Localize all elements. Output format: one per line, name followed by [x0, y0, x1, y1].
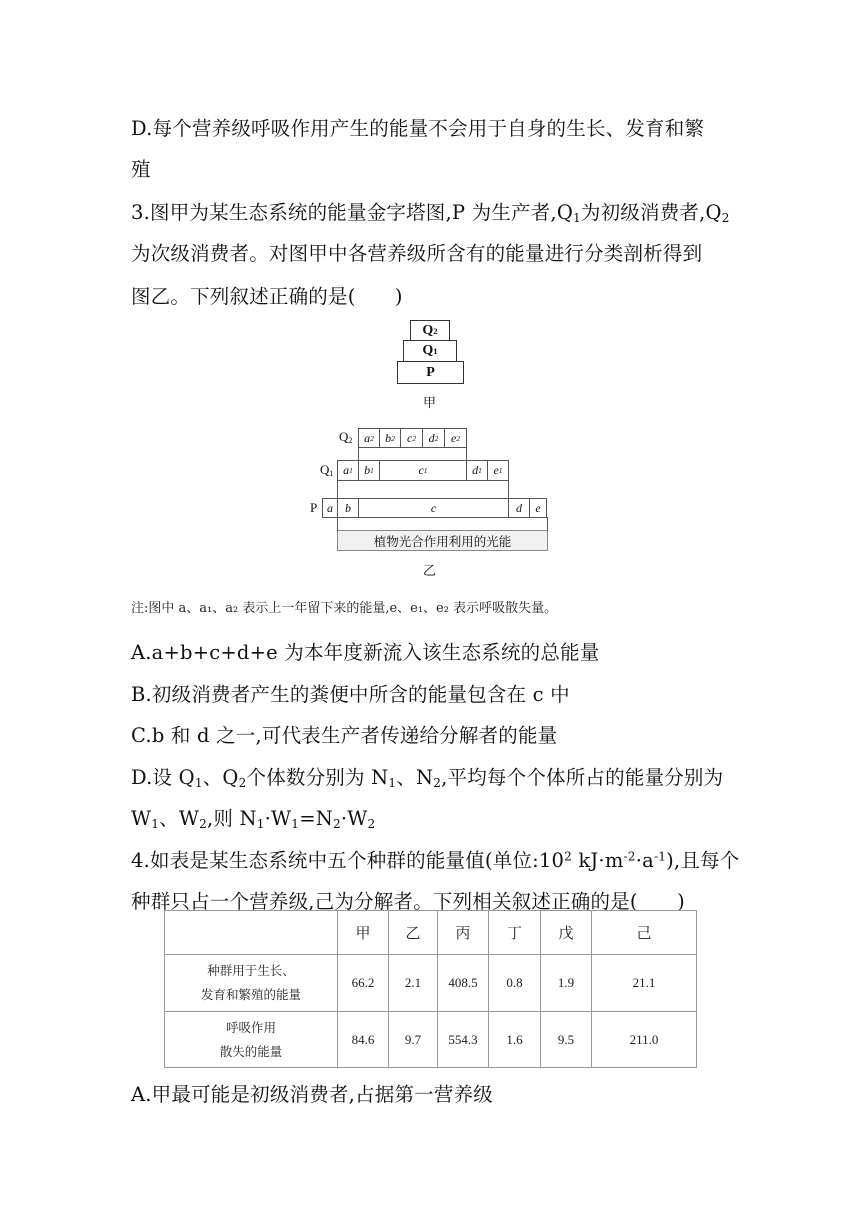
- question3-line3: 图乙。下列叙述正确的是( ): [131, 285, 403, 308]
- p-cell-a: a: [322, 498, 338, 518]
- p-cell-d: d: [508, 498, 530, 518]
- pyramid-p: [397, 361, 464, 384]
- pyramid-q2-label: Q: [422, 322, 434, 338]
- table-header-cell: 丁: [489, 911, 541, 955]
- q3-option-c: C.b 和 d 之一,可代表生产者传递给分解者的能量: [131, 724, 558, 747]
- question3-line2: 为次级消费者。对图甲中各营养级所含有的能量进行分类剖析得到: [131, 242, 703, 265]
- q2-cell-d: d 2: [422, 428, 445, 448]
- row-label-p: P: [310, 500, 318, 515]
- option-d-line1: D.每个营养级呼吸作用产生的能量不会用于自身的生长、发育和繁: [131, 117, 705, 140]
- table-cell: 1.9: [541, 955, 592, 1012]
- energy-table: [164, 910, 697, 1068]
- q3-option-d-line2: $W_1$、$W_2$,则 $N_1\cdot W_1=N_2\cdot W_2$: [131, 807, 376, 832]
- table-header-cell: 乙: [389, 911, 438, 955]
- connector-line: [547, 517, 548, 531]
- q1-cell-a: a 1: [337, 460, 359, 481]
- table-cell: 1.6: [489, 1012, 541, 1068]
- q2-cell-e: e 2: [444, 428, 467, 448]
- q3-sub-1: 1: [573, 211, 581, 226]
- question4-line2: 种群只占一个营养级,己为分解者。下列相关叙述正确的是( ): [131, 890, 685, 913]
- pyramid-q1-label: Q: [422, 343, 434, 358]
- p-cell-b: b: [337, 498, 359, 518]
- q2-cell-c: c 2: [400, 428, 423, 448]
- table-row: [165, 1012, 697, 1068]
- pyramid-q1-sub: 1: [433, 346, 438, 356]
- table-cell: 0.8: [489, 955, 541, 1012]
- row-label-q1: [320, 462, 333, 478]
- table-header-cell: 戊: [541, 911, 592, 955]
- row-q1-sub: 1: [329, 469, 334, 478]
- table-header-row: [165, 911, 697, 955]
- row-q2-sub: 2: [348, 436, 353, 445]
- q3-text-c: 为初级消费者,Q: [580, 201, 722, 224]
- question3-line1: [131, 197, 730, 225]
- table-cell: 554.3: [438, 1012, 489, 1068]
- q3-option-d-line1: D.设 $Q_1$、$Q_2$个体数分别为 $N_1$、$N_2$,平均每个个体所占的能量分别为: [131, 766, 724, 791]
- connector-line: [508, 480, 509, 499]
- connector-line: [337, 480, 338, 499]
- pyramid-q2-sub: 2: [433, 325, 438, 336]
- table-cell: 66.2: [338, 955, 389, 1012]
- q3-text-a: 3.图甲为某生态系统的能量金字塔图,P 为生产者,Q: [131, 201, 574, 224]
- p-cell-e: e: [529, 498, 547, 518]
- figure-note: 注:图中 a、a₁、a₂ 表示上一年留下来的能量,e、e₁、e₂ 表示呼吸散失量。: [131, 601, 558, 616]
- q3-option-a: A.a+b+c+d+e 为本年度新流入该生态系统的总能量: [131, 641, 600, 664]
- table-header-cell: [165, 911, 338, 955]
- table-cell: 84.6: [338, 1012, 389, 1068]
- connector-line: [337, 517, 338, 531]
- table-cell: 211.0: [592, 1012, 697, 1068]
- q2-cell-a: a 2: [358, 428, 380, 448]
- row-q2-text: Q: [339, 429, 349, 444]
- row-label: 呼吸作用 散失的能量: [165, 1012, 338, 1068]
- q1-cell-e: e 1: [487, 460, 509, 481]
- table-header-cell: 丙: [438, 911, 489, 955]
- pyramid-q1: [403, 340, 457, 362]
- q1-cell-d: d 1: [466, 460, 488, 481]
- connector-line: [466, 447, 467, 461]
- q2-cell-b: b 2: [379, 428, 401, 448]
- table-cell: 9.7: [389, 1012, 438, 1068]
- pyramid-p-label: P: [426, 364, 435, 380]
- table-row: [165, 955, 697, 1012]
- table-cell: 21.1: [592, 955, 697, 1012]
- pyramid-q2: [410, 320, 450, 341]
- table-cell: 9.5: [541, 1012, 592, 1068]
- figure-jia-caption: 甲: [423, 396, 437, 411]
- table-cell: 2.1: [389, 955, 438, 1012]
- question4-line1: 4.如表是某生态系统中五个种群的能量值(单位$:10^2$ $kJ\cdot m^{-2}\cdot a^{-1}$),且每个: [131, 849, 740, 872]
- table-header-cell: 甲: [338, 911, 389, 955]
- p-cell-c: c: [358, 498, 509, 518]
- question4-option-a: A.甲最可能是初级消费者,占据第一营养级: [131, 1083, 493, 1106]
- connector-line: [358, 447, 359, 461]
- q3-sub-2: 2: [721, 211, 730, 226]
- q1-cell-c: c 1: [379, 460, 467, 481]
- table-cell: 408.5: [438, 955, 489, 1012]
- light-energy-box: 植物光合作用利用的光能: [337, 530, 548, 551]
- q1-cell-b: b 1: [358, 460, 380, 481]
- q3-option-b: B.初级消费者产生的粪便中所含的能量包含在 c 中: [131, 683, 570, 706]
- row-label-q2: [339, 429, 352, 445]
- row-label: 种群用于生长、 发育和繁殖的能量: [165, 955, 338, 1012]
- option-d-line2: 殖: [131, 158, 151, 181]
- figure-yi-caption: 乙: [423, 564, 437, 579]
- table-header-cell: 己: [592, 911, 697, 955]
- row-q1-text: Q: [320, 462, 330, 477]
